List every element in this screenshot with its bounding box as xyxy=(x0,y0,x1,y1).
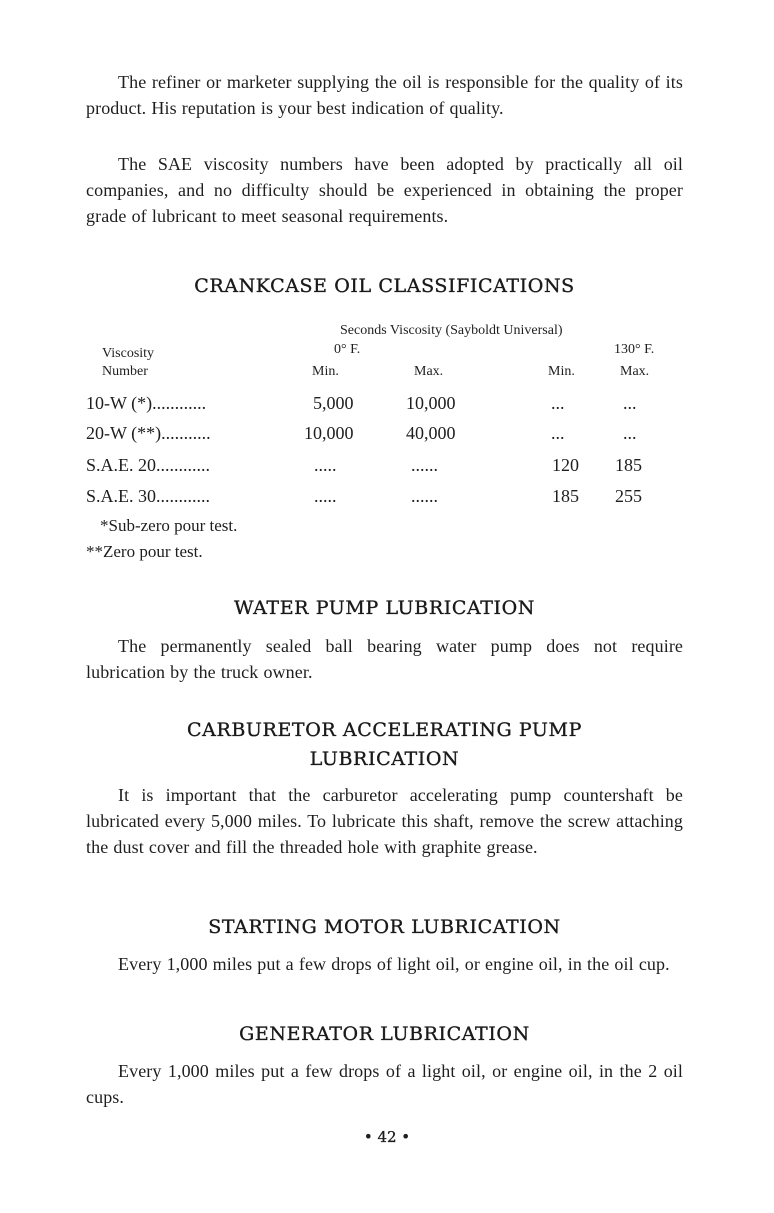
footnote-sub-zero: *Sub-zero pour test. xyxy=(100,516,238,535)
min-label-0f: Min. xyxy=(312,364,339,379)
max-label-130f: Max. xyxy=(620,364,650,379)
page-number: • 42 • xyxy=(363,1128,411,1146)
carburetor-heading-line1: CARBURETOR ACCELERATING PUMP xyxy=(187,719,582,741)
max-130f: ... xyxy=(623,423,637,443)
starting-motor-text: Every 1,000 miles put a few drops of light oil, or engine oil, in the oil cup. xyxy=(118,954,670,974)
min-0f: 10,000 xyxy=(304,423,354,443)
max-0f: 40,000 xyxy=(406,423,456,443)
max-130f: 255 xyxy=(615,486,642,506)
viscosity-number: 10-W (*)............ xyxy=(86,393,207,413)
carburetor-heading-line2: LUBRICATION xyxy=(309,748,460,770)
min-130f: ... xyxy=(551,393,565,413)
temp-low-label: 0° F. xyxy=(334,342,361,357)
col-label-viscosity: Viscosity xyxy=(102,346,155,361)
min-0f: ..... xyxy=(314,486,337,506)
table-row xyxy=(86,419,683,447)
table-super-header: Seconds Viscosity (Sayboldt Universal) xyxy=(340,323,563,338)
carburetor-text: It is important that the carburetor accelerating pump countershaft be lubricated every 5,000 miles. To lubricate this shaft, remove the screw attaching the dust cover and fill the threaded hole with graphite grease. xyxy=(86,785,683,857)
max-130f: 185 xyxy=(615,455,642,475)
max-130f: ... xyxy=(623,393,637,413)
min-label-130f: Min. xyxy=(548,364,575,379)
generator-text: Every 1,000 miles put a few drops of a light oil, or engine oil, in the 2 oil cups. xyxy=(86,1061,683,1107)
viscosity-number: S.A.E. 30............ xyxy=(86,486,211,506)
viscosity-number: 20-W (**)........... xyxy=(86,423,211,443)
intro-paragraph-2: The SAE viscosity numbers have been adopted by practically all oil companies, and no difficulty should be experienced in obtaining the proper grade of lubricant to meet seasonal requirements. xyxy=(86,154,683,226)
table-row xyxy=(86,389,683,417)
footnote-zero: **Zero pour test. xyxy=(86,542,203,561)
min-0f: 5,000 xyxy=(313,393,354,413)
viscosity-number: S.A.E. 20............ xyxy=(86,455,211,475)
col-label-number: Number xyxy=(102,364,148,379)
temp-high-label: 130° F. xyxy=(614,342,655,357)
max-label-0f: Max. xyxy=(414,364,444,379)
generator-heading: GENERATOR LUBRICATION xyxy=(239,1023,530,1045)
max-0f: ...... xyxy=(411,455,438,475)
intro-paragraph-1: The refiner or marketer supplying the oil is responsible for the quality of its product. His reputation is your best indication of quality. xyxy=(86,72,683,118)
water-pump-heading: WATER PUMP LUBRICATION xyxy=(233,597,536,619)
crankcase-heading: CRANKCASE OIL CLASSIFICATIONS xyxy=(194,275,575,297)
min-130f: 185 xyxy=(552,486,579,506)
viscosity-table xyxy=(86,318,683,518)
min-130f: ... xyxy=(551,423,565,443)
max-0f: 10,000 xyxy=(406,393,456,413)
min-0f: ..... xyxy=(314,455,337,475)
max-0f: ...... xyxy=(411,486,438,506)
starting-motor-heading: STARTING MOTOR LUBRICATION xyxy=(208,916,561,938)
table-row xyxy=(86,451,683,479)
min-130f: 120 xyxy=(552,455,579,475)
table-row xyxy=(86,482,683,510)
water-pump-text: The permanently sealed ball bearing water pump does not require lubrication by the truck owner. xyxy=(86,636,683,682)
